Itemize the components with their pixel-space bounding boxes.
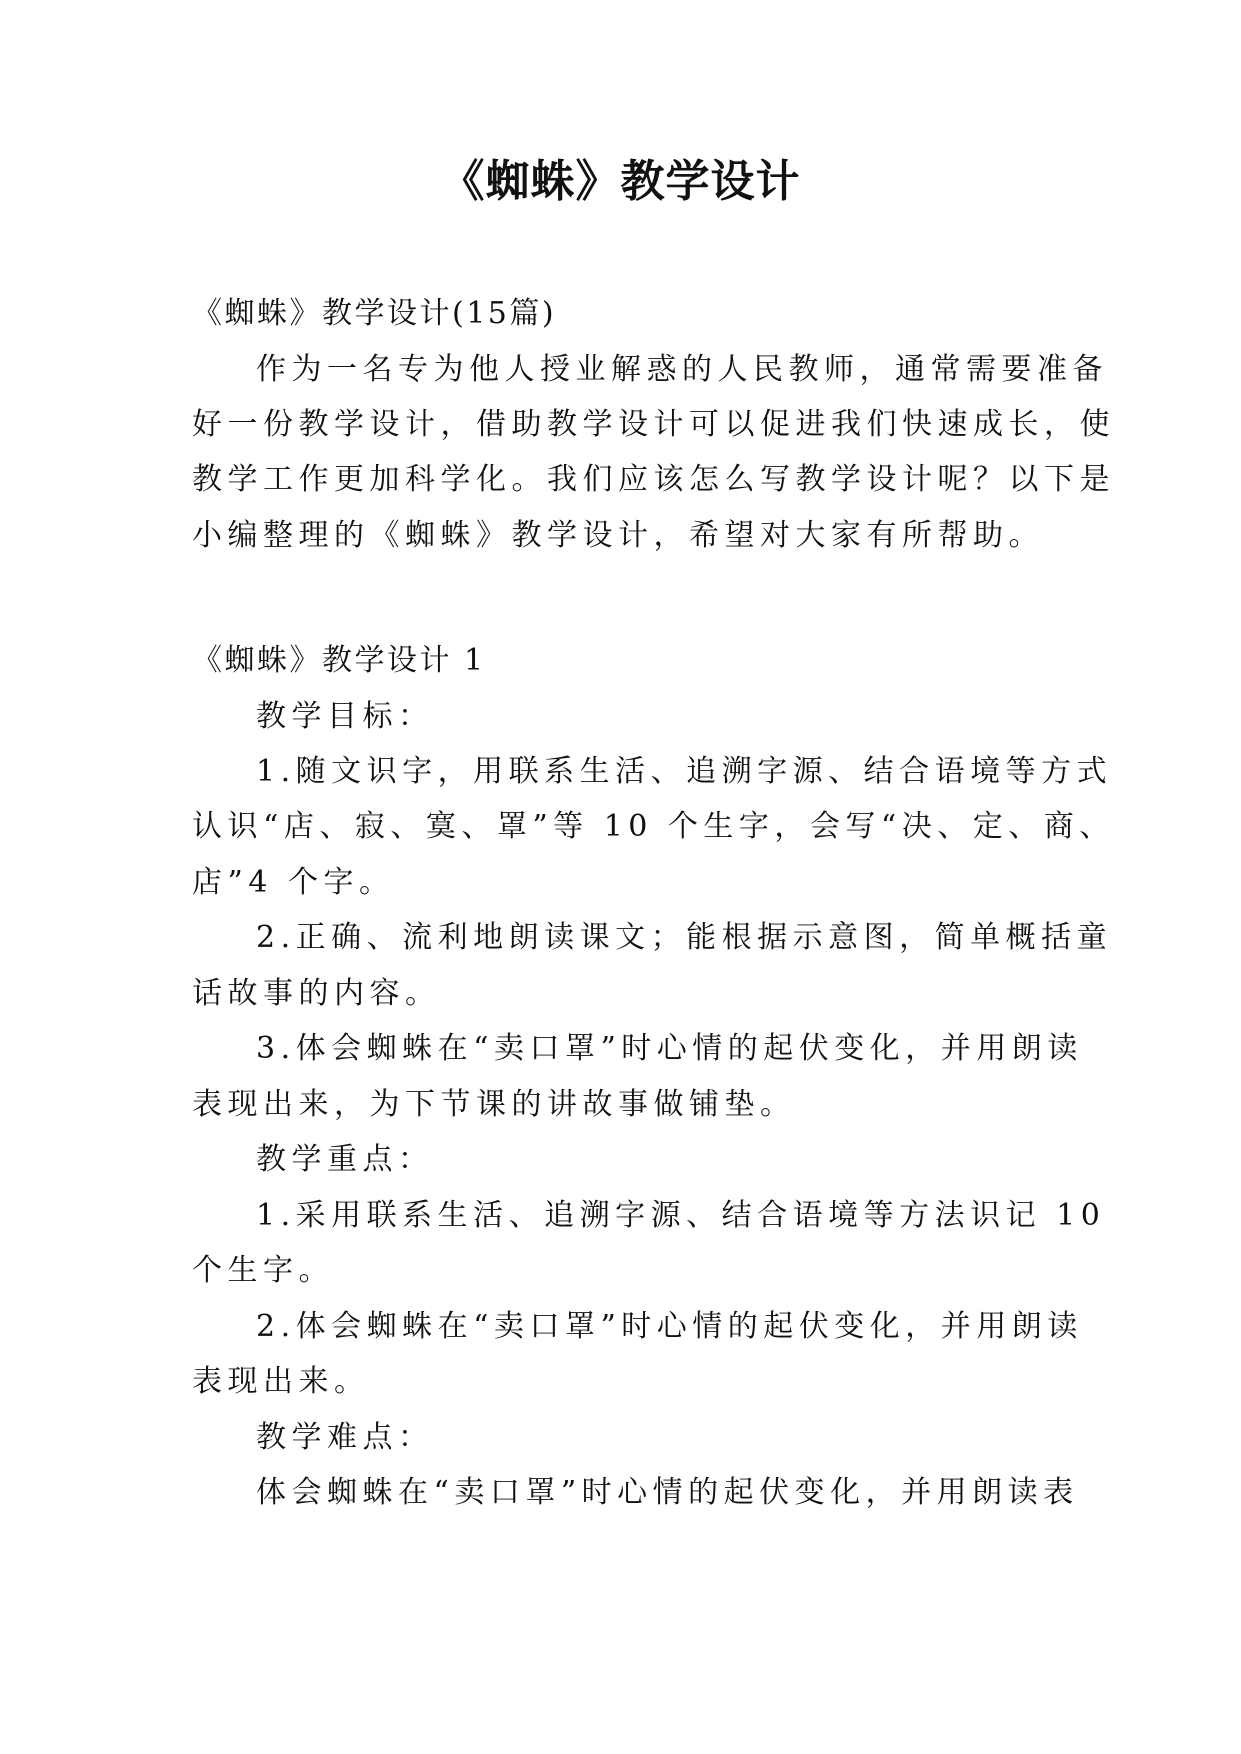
intro-line: 小编整理的《蜘蛛》教学设计，希望对大家有所帮助。 <box>192 518 1044 553</box>
difficulty-label: 教学难点： <box>256 1420 434 1455</box>
key-point-line: 1.采用联系生活、追溯字源、结合语境等方法识记 10 <box>256 1198 1106 1233</box>
key-point-line: 2.体会蜘蛛在“卖口罩”时心情的起伏变化，并用朗读 <box>256 1309 1083 1344</box>
intro-line: 教学工作更加科学化。我们应该怎么写教学设计呢？以下是 <box>192 462 1115 497</box>
section-heading: 《蜘蛛》教学设计 1 <box>192 643 486 678</box>
objective-line: 3.体会蜘蛛在“卖口罩”时心情的起伏变化，并用朗读 <box>256 1031 1083 1066</box>
intro-line: 作为一名专为他人授业解惑的人民教师，通常需要准备 <box>256 352 1108 387</box>
objective-line: 话故事的内容。 <box>192 976 441 1011</box>
difficulty-line: 体会蜘蛛在“卖口罩”时心情的起伏变化，并用朗读表 <box>256 1475 1079 1510</box>
key-point-line: 个生字。 <box>192 1253 334 1288</box>
key-point-line: 表现出来。 <box>192 1364 370 1399</box>
intro-line: 好一份教学设计，借助教学设计可以促进我们快速成长，使 <box>192 407 1115 442</box>
objective-line: 店”4 个字。 <box>192 865 395 900</box>
objective-line: 认识“店、寂、寞、罩”等 10 个生字，会写“决、定、商、 <box>192 809 1115 844</box>
objective-line: 1.随文识字，用联系生活、追溯字源、结合语境等方式 <box>256 754 1113 789</box>
document-title: 《蜘蛛》教学设计 <box>440 156 801 207</box>
objectives-label: 教学目标： <box>256 699 434 734</box>
document-subtitle: 《蜘蛛》教学设计(15篇) <box>192 296 557 331</box>
objective-line: 表现出来，为下节课的讲故事做铺垫。 <box>192 1087 796 1122</box>
key-points-label: 教学重点： <box>256 1142 434 1177</box>
objective-line: 2.正确、流利地朗读课文；能根据示意图，简单概括童 <box>256 920 1113 955</box>
